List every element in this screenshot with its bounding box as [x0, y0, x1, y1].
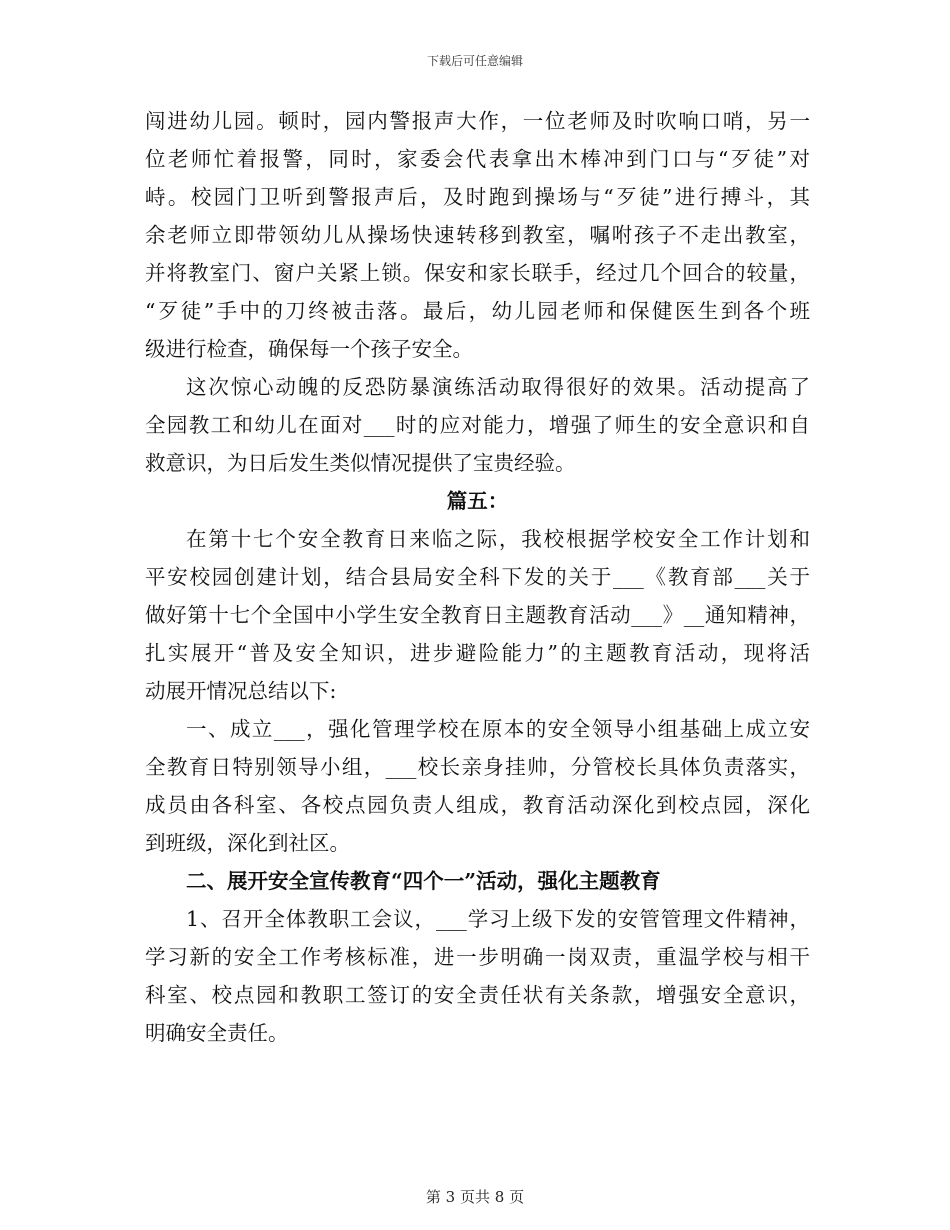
paragraph-line: 峙。校园门卫听到警报声后，及时跑到操场与“歹徒”进行搏斗，其 — [145, 185, 810, 209]
paragraph-line: 位老师忙着报警，同时，家委会代表拿出木棒冲到门口与“歹徒”对 — [145, 147, 810, 171]
paragraph-line: 平安校园创建计划，结合县局安全科下发的关于___《教育部___关于 — [145, 565, 810, 589]
paragraph-line: “歹徒”手中的刀终被击落。最后，幼儿园老师和保健医生到各个班 — [145, 299, 810, 323]
paragraph-line: 学习新的安全工作考核标准，进一步明确一岗双责，重温学校与相干 — [145, 945, 810, 969]
paragraph-line: 一、成立___，强化管理学校在原本的安全领导小组基础上成立安 — [186, 717, 810, 741]
subsection-heading: 二、展开安全宣传教育“四个一”活动，强化主题教育 — [186, 869, 661, 893]
paragraph-line: 全教育日特别领导小组，___校长亲身挂帅，分管校长具体负责落实， — [145, 755, 810, 779]
paragraph-line: 级进行检查，确保每一个孩子安全。 — [145, 337, 473, 361]
paragraph-line: 扎实展开“普及安全知识，进步避险能力”的主题教育活动，现将活 — [145, 641, 810, 665]
paragraph-line: 全园教工和幼儿在面对___时的应对能力，增强了师生的安全意识和自 — [145, 413, 810, 437]
document-body — [145, 102, 810, 1052]
paragraph-line: 救意识，为日后发生类似情况提供了宝贵经验。 — [145, 451, 576, 475]
paragraph-line: 1、召开全体教职工会议，___学习上级下发的安管管理文件精神， — [186, 907, 810, 931]
paragraph-line: 余老师立即带领幼儿从操场快速转移到教室，嘱咐孩子不走出教室， — [145, 223, 810, 247]
page-number-footer: 第 3 页共 8 页 — [425, 1188, 525, 1206]
paragraph-line: 动展开情况总结以下: — [145, 679, 337, 703]
paragraph-line: 做好第十七个全国中小学生安全教育日主题教育活动___》__通知精神， — [145, 603, 810, 627]
paragraph-line: 成员由各科室、各校点园负责人组成，教育活动深化到校点园，深化 — [145, 793, 810, 817]
paragraph-line: 这次惊心动魄的反恐防暴演练活动取得很好的效果。活动提高了 — [186, 375, 810, 399]
paragraph-line: 科室、校点园和教职工签订的安全责任状有关条款，增强安全意识， — [145, 983, 810, 1007]
paragraph-line: 闯进幼儿园。顿时，园内警报声大作，一位老师及时吹响口哨，另一 — [145, 109, 810, 133]
paragraph-line: 并将教室门、窗户关紧上锁。保安和家长联手，经过几个回合的较量， — [145, 261, 810, 285]
page-header: 下载后可任意编辑 — [426, 54, 523, 68]
section-heading: 篇五： — [446, 489, 509, 513]
paragraph-line: 到班级，深化到社区。 — [145, 831, 350, 855]
paragraph-line: 明确安全责任。 — [145, 1021, 289, 1045]
paragraph-line: 在第十七个安全教育日来临之际，我校根据学校安全工作计划和 — [186, 527, 810, 551]
